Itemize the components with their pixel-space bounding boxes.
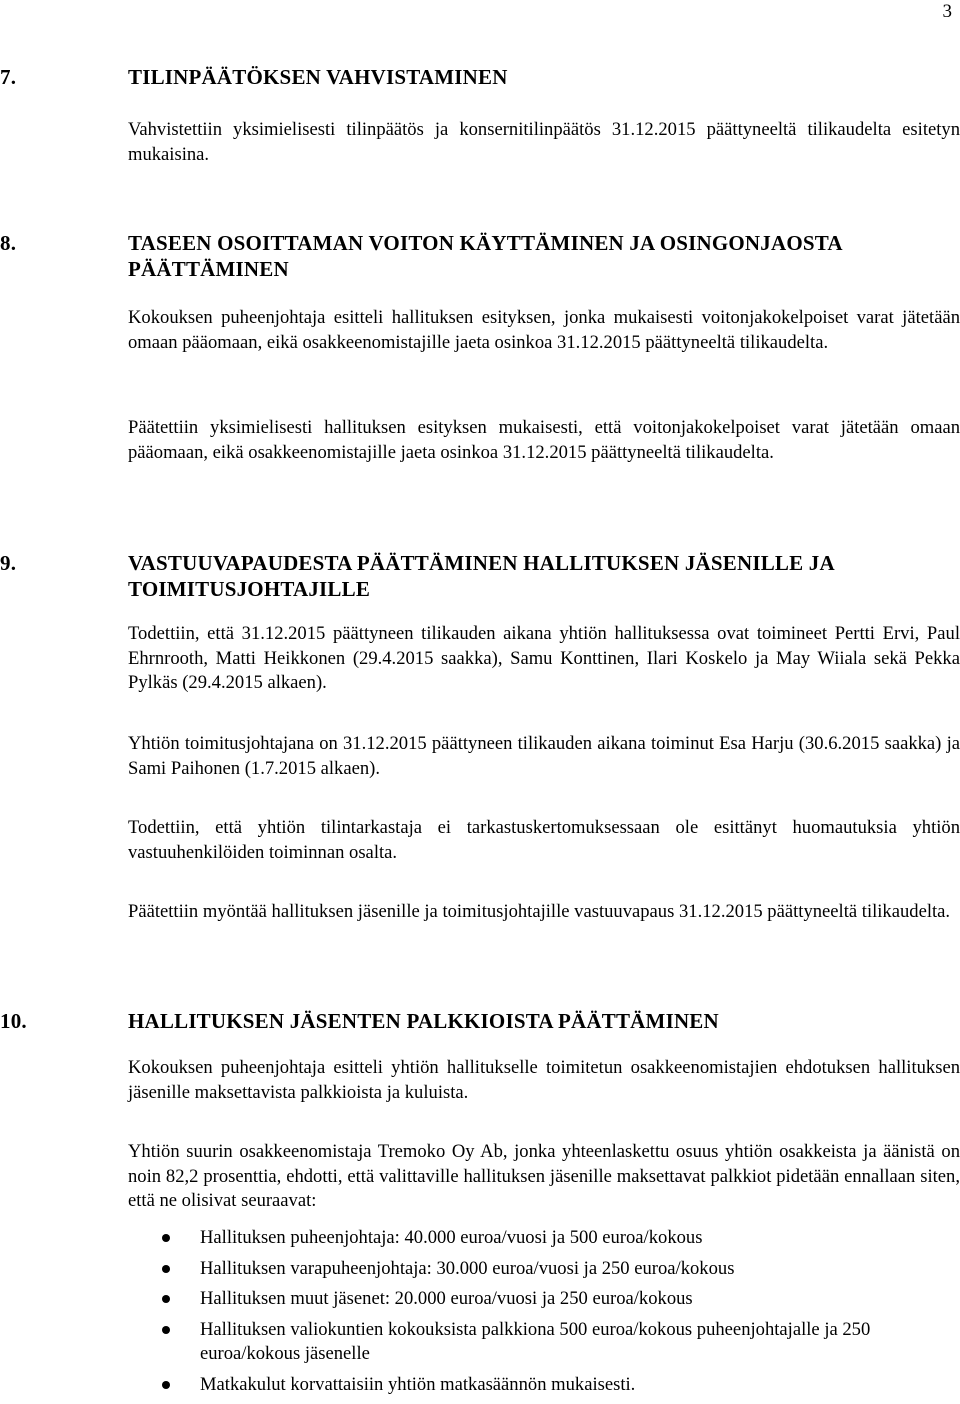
section-heading [0, 64, 960, 90]
section-9 [0, 550, 960, 922]
paragraph: Yhtiön toimitusjohtajana on 31.12.2015 päättyneen tilikauden aikana toiminut Esa Harju (30.6.2015 saakka) ja Sami Paihonen (1.7.2015 alkaen). [128, 733, 960, 779]
page-number: 3 [942, 1, 952, 22]
list-item-text: Hallituksen valiokuntien kokouksista palkkiona 500 euroa/kokous puheenjohtajalle ja 250 euroa/kokous jäsenelle [200, 1318, 871, 1365]
paragraph: Todettiin, että 31.12.2015 päättyneen tilikauden aikana yhtiön hallituksessa ovat toimineet Pertti Ervi, Paul Ehrnrooth, Matti Heikkonen (29.4.2015 saakka), Samu Konttinen, Ilari Koskelo ja May Wiiala sekä Pekka Pylkäs (29.4.2015 alkaen). [128, 623, 960, 694]
section-number: 7. [0, 65, 17, 89]
paragraph: Yhtiön suurin osakkeenomistaja Tremoko Oy Ab, jonka yhteenlaskettu osuus yhtiön osakkeista ja äänistä on noin 82,2 prosenttia, ehdotti, että valittaville hallituksen jäsenille maksettavat palkkiot pidetään ennallaan siten, että ne olisivat seuraavat: [128, 1141, 960, 1212]
bullet-icon [162, 1295, 170, 1303]
section-title: TASEEN OSOITTAMAN VOITON KÄYTTÄMINEN JA OSINGONJAOSTA PÄÄTTÄMINEN [128, 231, 842, 281]
paragraph: Kokouksen puheenjohtaja esitteli hallituksen esityksen, jonka mukaisesti voitonjakokelpoiset varat jätetään omaan pääomaan, eikä osakkeenomistajille jaeta osinkoa 31.12.2015 päättyneeltä tilikaudelta. [128, 307, 960, 353]
list-item-text: Hallituksen muut jäsenet: 20.000 euroa/vuosi ja 250 euroa/kokous [200, 1288, 693, 1310]
section-10 [0, 1008, 960, 1395]
section-number: 10. [0, 1009, 27, 1033]
section-title: HALLITUKSEN JÄSENTEN PALKKIOISTA PÄÄTTÄMINEN [128, 1009, 719, 1033]
paragraph: Päätettiin myöntää hallituksen jäsenille ja toimitusjohtajille vastuuvapaus 31.12.2015 päättyneeltä tilikaudelta. [128, 901, 951, 922]
bullet-icon [162, 1381, 170, 1389]
section-heading [0, 550, 960, 602]
section-7 [0, 64, 960, 165]
bullet-icon [162, 1234, 170, 1242]
list-item-text: Hallituksen puheenjohtaja: 40.000 euroa/vuosi ja 500 euroa/kokous [200, 1227, 703, 1248]
section-8 [0, 230, 960, 463]
list-item [200, 1257, 960, 1282]
section-title: VASTUUVAPAUDESTA PÄÄTTÄMINEN HALLITUKSEN JÄSENILLE JA TOIMITUSJOHTAJILLE [128, 551, 834, 601]
list-item-text: Hallituksen varapuheenjohtaja: 30.000 euroa/vuosi ja 250 euroa/kokous [200, 1257, 735, 1279]
bullet-icon [162, 1326, 170, 1334]
paragraph: Päätettiin yksimielisesti hallituksen esityksen mukaisesti, että voitonjakokelpoiset varat jätetään omaan pääomaan, eikä osakkeenomistajille jaeta osinkoa 31.12.2015 päättyneeltä tilikaudelta. [128, 417, 960, 463]
bullet-icon [162, 1265, 170, 1273]
list-item [200, 1226, 960, 1251]
paragraph: Kokouksen puheenjohtaja esitteli yhtiön hallitukselle toimitetun osakkeenomistajien ehdotuksen hallituksen jäsenille maksettavista palkkioista ja kuluista. [128, 1057, 960, 1103]
list-item [200, 1287, 960, 1312]
section-heading [0, 1008, 960, 1034]
list-item [200, 1318, 960, 1367]
list-item-text: Matkakulut korvattaisiin yhtiön matkasäännön mukaisesti. [200, 1373, 636, 1395]
fee-list [0, 1226, 960, 1404]
section-number: 8. [0, 231, 17, 255]
section-heading [0, 230, 960, 282]
paragraph: Todettiin, että yhtiön tilintarkastaja ei tarkastuskertomuksessaan ole esittänyt huomautuksia yhtiön vastuuhenkilöiden toiminnan osalta. [128, 817, 960, 863]
section-number: 9. [0, 551, 17, 575]
list-item [200, 1373, 960, 1398]
section-title: TILINPÄÄTÖKSEN VAHVISTAMINEN [128, 65, 508, 89]
paragraph: Vahvistettiin yksimielisesti tilinpäätös ja konsernitilinpäätös 31.12.2015 päättyneeltä tilikaudelta esitetyn mukaisina. [128, 119, 960, 165]
